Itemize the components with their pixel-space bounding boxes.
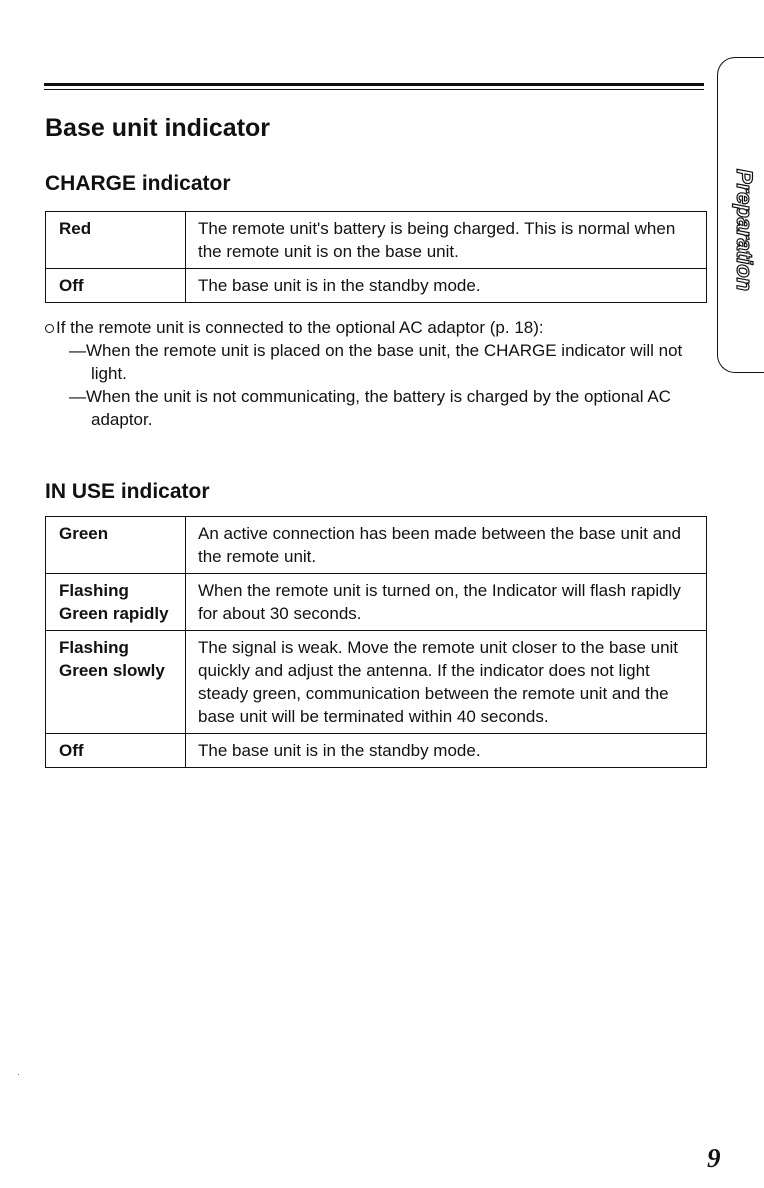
indicator-state-label — [46, 734, 186, 768]
in-use-indicator-table — [45, 516, 707, 768]
indicator-state-description: When the remote unit is turned on, the Indicator will flash rapidly for about 30 seconds. — [186, 574, 707, 631]
side-tab-text: Preparation — [732, 168, 757, 292]
indicator-state-description: The signal is weak. Move the remote unit closer to the base unit quickly and adjust the antenna. If the indicator does not light steady green, communication between the remote unit and the base unit will be terminated within 40 seconds. — [186, 631, 707, 734]
header-rule-thin — [44, 89, 704, 90]
table-row — [46, 631, 707, 734]
indicator-state-label — [46, 574, 186, 631]
header-rule-thick — [44, 83, 704, 86]
note-bullet-text: If the remote unit is connected to the optional AC adaptor (p. 18): — [56, 318, 544, 337]
indicator-state-label — [46, 517, 186, 574]
table-row — [46, 734, 707, 768]
in-use-indicator-heading: IN USE indicator — [45, 480, 210, 503]
table-row — [46, 517, 707, 574]
charge-notes — [45, 316, 705, 431]
table-row — [46, 269, 707, 303]
scan-speck — [18, 1074, 19, 1075]
bullet-circle-icon — [45, 324, 54, 333]
indicator-state-description: An active connection has been made between the base unit and the remote unit. — [186, 517, 707, 574]
indicator-state-label: Red — [46, 212, 186, 269]
state-label-line: Off — [59, 741, 84, 760]
page-number: 9 — [707, 1143, 721, 1173]
state-label-line: Green rapidly — [59, 604, 169, 623]
table-row — [46, 574, 707, 631]
indicator-state-description: The base unit is in the standby mode. — [186, 269, 707, 303]
indicator-state-description: The remote unit's battery is being charged. This is normal when the remote unit is on the base unit. — [186, 212, 707, 269]
state-label-line: Flashing — [59, 638, 129, 657]
charge-indicator-heading: CHARGE indicator — [45, 172, 231, 195]
state-label-line: Green — [59, 524, 109, 543]
note-sub-item-placed: —When the remote unit is placed on the base unit, the CHARGE indicator will not light. — [69, 341, 683, 383]
state-label-line: Flashing — [59, 581, 129, 600]
note-sub-item-not-communicating: —When the unit is not communicating, the battery is charged by the optional AC adaptor. — [69, 387, 671, 429]
state-label-line: Green slowly — [59, 661, 165, 680]
indicator-state-label: Off — [46, 269, 186, 303]
note-bullet — [45, 316, 705, 339]
charge-indicator-table — [45, 211, 707, 303]
table-row — [46, 212, 707, 269]
indicator-state-label — [46, 631, 186, 734]
section-title: Base unit indicator — [45, 114, 271, 142]
side-tab-label — [724, 170, 764, 290]
indicator-state-description: The base unit is in the standby mode. — [186, 734, 707, 768]
